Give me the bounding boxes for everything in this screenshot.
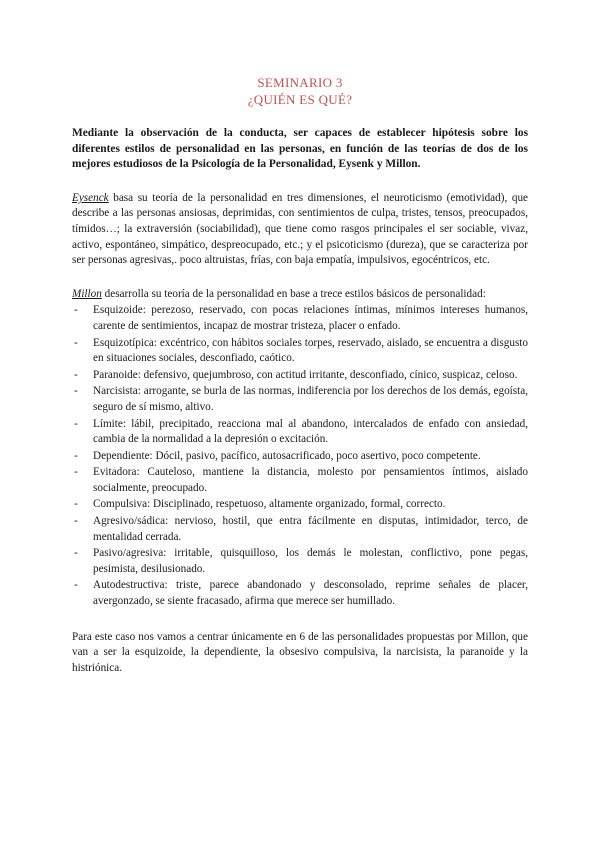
list-item-text: Evitadora: Cauteloso, mantiene la distancia, molesto por pensamientos íntimos, aislado socialmente, preocupado. [93, 466, 528, 494]
list-item [72, 514, 528, 545]
eysenck-name: Eysenck [72, 191, 109, 204]
title-line-2: ¿QUIÉN ES QUÉ? [247, 92, 353, 107]
list-item [72, 336, 528, 367]
list-item [72, 546, 528, 577]
list-item-text: Pasivo/agresiva: irritable, quisquilloso, los demás le molestan, conflictivo, pone pegas, pesimista, desilusionado. [93, 547, 528, 575]
list-dash: - [74, 579, 78, 592]
intro-paragraph: Mediante la observación de la conducta, ser capaces de establecer hipótesis sobre los diferentes estilos de personalidad en las personas, en función de las teorías de dos de los mejores estudiosos de la Psicología de la Personalidad, Eysenk y Millon. [72, 127, 528, 171]
eysenck-text: basa su teoría de la personalidad en tres dimensiones, el neuroticismo (emotividad), que describe a las personas ansiosas, deprimidas, con sentimientos de culpa, tristes, tensos, preocupados, tímidos…; la extraversión (sociabilidad), que tiene como rasgos principales el ser sociable, vivaz, activo, espontáneo, simpático, despreocupado, etc.; y el psicoticismo (dureza), que se caracteriza por ser personas agresivas,. poco altruistas, frías, con baja empatía, impulsivos, egocéntricos, etc. [72, 191, 528, 267]
list-dash: - [74, 466, 78, 479]
list-item-text: Agresivo/sádica: nervioso, hostil, que entra fácilmente en disputas, intimidador, terco, de mentalidad cerrada. [93, 515, 528, 543]
list-item-text: Autodestructiva: triste, parece abandonado y desconsolado, reprime señales de placer, avergonzado, se siente fracasado, afirma que merece ser humillado. [93, 579, 528, 608]
list-item [72, 449, 528, 465]
list-item-text: Dependiente: Dócil, pasivo, pacífico, autosacrificado, poco asertivo, poco competente. [93, 449, 481, 462]
list-dash: - [74, 547, 78, 560]
list-item-text: Límite: lábil, precipitado, reacciona mal al abandono, intercalados de enfado con ansiedad, cambia de la normalidad a la depresión o excitación. [93, 417, 528, 446]
list-item-text: Narcisista: arrogante, se burla de las normas, indiferencia por los derechos de los demás, egoísta, seguro de sí mismo, altivo. [93, 385, 528, 413]
list-item-text: Paranoide: defensivo, quejumbroso, con actitud irritante, desconfiado, cínico, suspicaz, celoso. [93, 368, 518, 381]
list-item [72, 578, 528, 609]
list-item-text: Esquizoide: perezoso, reservado, con pocas relaciones íntimas, mínimos intereses humanos, carente de sentimientos, incapaz de mostrar tristeza, placer o enfado. [93, 304, 528, 332]
list-item [72, 497, 528, 513]
personality-list [72, 303, 528, 609]
eysenck-paragraph [72, 191, 528, 269]
millon-paragraph [72, 287, 528, 303]
document-title [72, 74, 528, 108]
list-dash: - [74, 304, 78, 317]
list-dash: - [74, 336, 78, 349]
list-item-text: Esquizotípica: excéntrico, con hábitos sociales torpes, reservado, aislado, se encuentra a disgusto en situaciones sociales, desconfiado, caótico. [93, 336, 528, 365]
list-dash: - [74, 515, 78, 528]
list-dash: - [74, 385, 78, 398]
millon-name: Millon [72, 287, 102, 300]
list-dash: - [74, 368, 78, 381]
millon-text: desarrolla su teoría de la personalidad en base a trece estilos básicos de personalidad: [101, 287, 486, 300]
list-dash: - [74, 417, 78, 430]
list-item-text: Compulsiva: Disciplinado, respetuoso, altamente organizado, formal, correcto. [93, 498, 446, 511]
list-item [72, 417, 528, 448]
document-page [72, 74, 528, 676]
list-item [72, 368, 528, 384]
list-item [72, 303, 528, 334]
list-dash: - [74, 449, 78, 462]
list-item [72, 465, 528, 496]
closing-paragraph: Para este caso nos vamos a centrar únicamente en 6 de las personalidades propuestas por Millon, que van a ser la esquizoide, la dependiente, la obsesivo compulsiva, la narcisista, la paranoide y la histriónica. [72, 630, 528, 674]
list-item [72, 384, 528, 415]
list-dash: - [74, 498, 78, 511]
title-line-1: SEMINARIO 3 [257, 75, 343, 90]
